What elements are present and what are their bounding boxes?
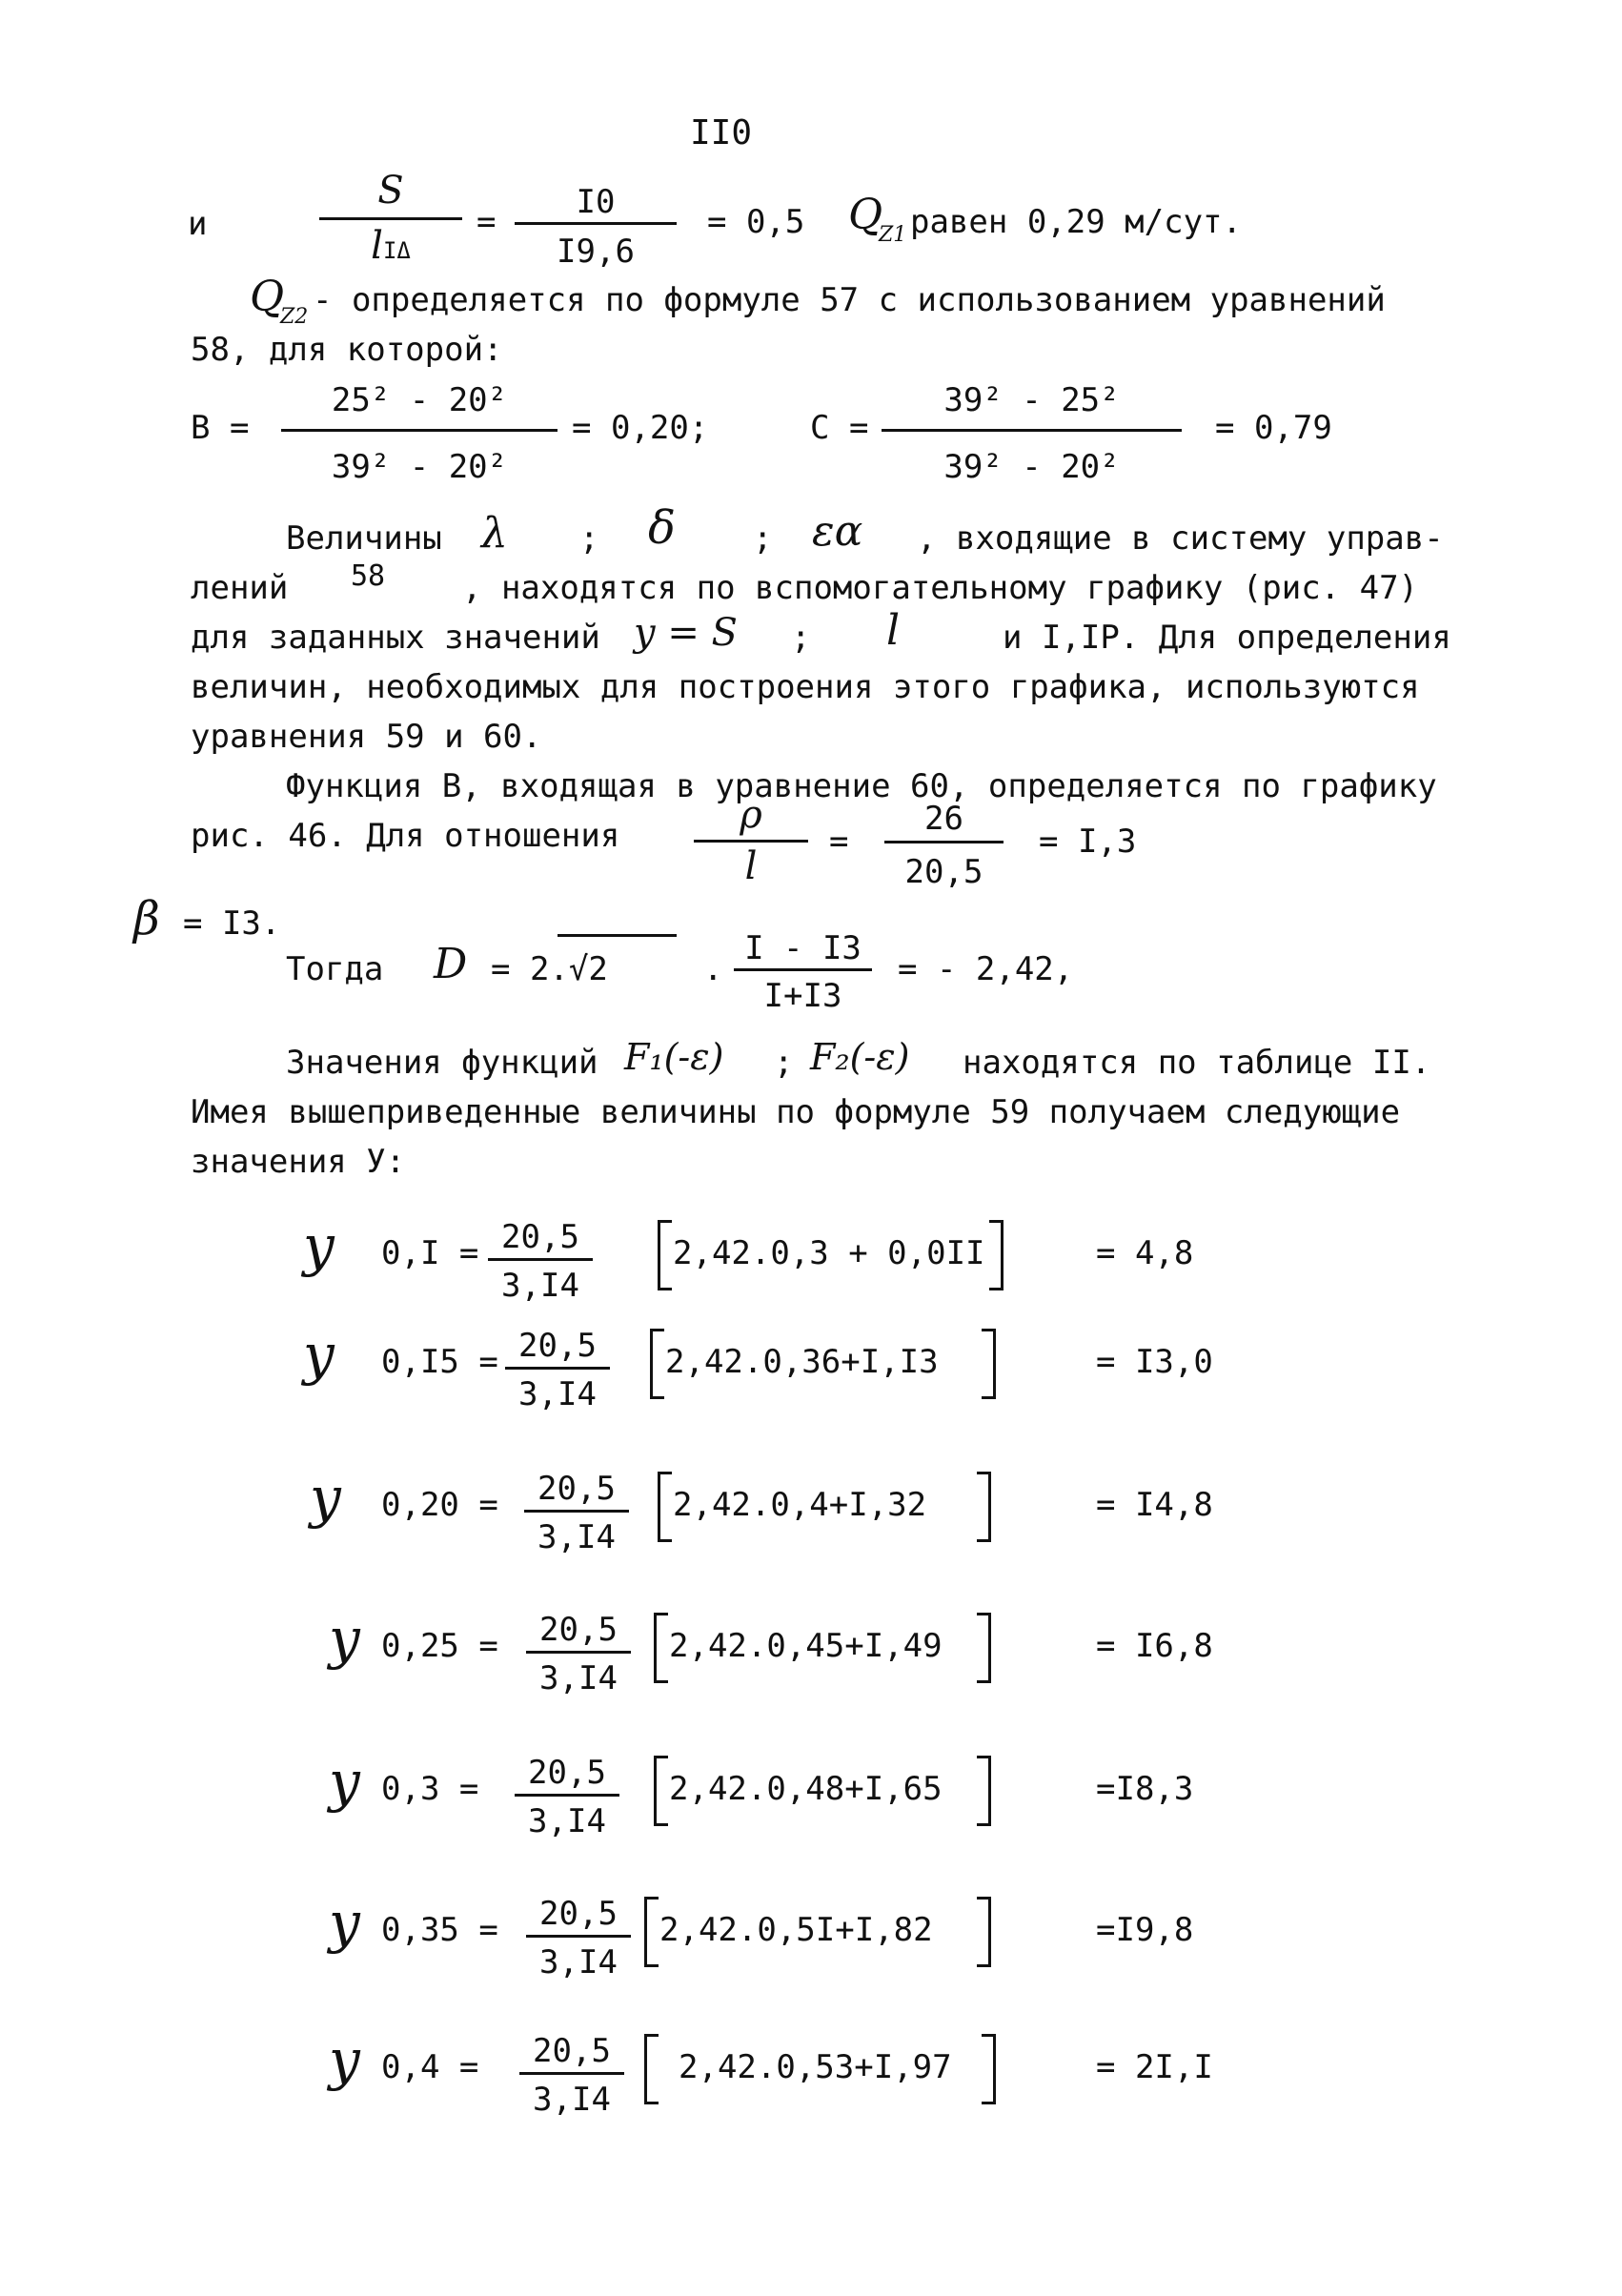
ratio2-denominator: 20,5 [904,853,983,891]
y-equals-s: y = S [634,611,738,655]
para1-line1: - определяется по формуле 57 с использованием уравнений [313,281,1386,319]
para2-line2-b: , находятся по вспомогательному графику (рис. 47) [462,569,1419,607]
y-fraction [515,1751,619,1846]
y-frac-den: 3,I4 [533,2081,611,2119]
y-arg: 0,I5 = [381,1343,498,1381]
y-arg: 0,35 = [381,1911,498,1949]
fraction-bar [519,2072,624,2075]
y-result: = 2I,I [1096,2048,1213,2086]
ratio-26-over-20-5 [884,800,1004,898]
eqB-denominator: 39² - 20² [331,448,508,486]
para2-line3-b: и I,IP. Для определения [1003,619,1451,657]
beta-value: = I3. [183,904,281,943]
y-symbol: y [329,1606,360,1671]
y-frac-den: 3,I4 [528,1802,606,1840]
y-result: =I8,3 [1096,1770,1194,1808]
fraction-bar [505,1367,610,1370]
para2-line5: уравнения 59 и 60. [191,718,542,756]
l-symbol: l [886,606,901,655]
eq1-den-l: l [371,224,383,268]
left-bracket [654,1756,668,1826]
eqC-numerator: 39² - 25² [943,381,1120,419]
togda-word: Тогда [286,950,384,988]
para4-line2: Имея вышеприведенные величины по формуле 59 получаем следующие [191,1093,1401,1131]
eq1-frac2-numerator: I0 [576,183,616,221]
y-frac-num: 20,5 [537,1470,616,1508]
fraction-bar [526,1651,631,1654]
para2-line4: величин, необходимых для построения этого графика, используются [191,668,1420,706]
eq1-frac-numerator: S [377,169,404,213]
fraction-bar [488,1258,593,1261]
sqrt-overbar [558,934,677,937]
ratio-numerator: ρ [740,793,762,837]
eqC-result: = 0,79 [1215,409,1332,447]
ratio2-numerator: 26 [924,800,963,838]
ratio-denominator: l [744,844,758,888]
y-symbol: y [310,1465,341,1530]
left-bracket [644,1897,659,1967]
para3-line1: Функция В, входящая в уравнение 60, определяется по графику [286,767,1437,805]
y-frac-num: 20,5 [533,2032,611,2070]
para2-line3-sep: ; [791,619,811,657]
delta-symbol: δ [648,501,676,555]
y-frac-num: 20,5 [539,1611,618,1649]
eq1-fraction-s-over-l [319,169,462,268]
y-symbol: y [303,1213,335,1278]
para2-sep1: ; [579,519,599,558]
fraction-bar [884,841,1004,843]
ratio-rho-over-l [694,793,808,891]
fraction-bar [694,840,808,843]
y-result: = 4,8 [1096,1234,1194,1272]
y-arg: 0,I = [381,1234,479,1272]
togda-denominator: I+I3 [763,977,842,1015]
para3-line2: рис. 46. Для отношения [191,817,620,855]
para4-line1-b: находятся по таблице II. [963,1044,1431,1082]
eqC-denominator: 39² - 20² [943,448,1120,486]
y-frac-num: 20,5 [501,1218,579,1256]
para2-line2-a: лений [191,569,289,607]
y-symbol: y [303,1322,335,1387]
y-symbol: y [329,2027,360,2092]
fraction-bar [515,1794,619,1797]
y-frac-den: 3,I4 [501,1267,579,1305]
fraction-bar [515,222,677,225]
y-symbol: y [329,1749,360,1814]
y-symbol: y [329,1890,360,1955]
left-bracket [654,1613,668,1683]
para1-q-subscript: Z2 [280,305,309,329]
para4-sep: ; [774,1044,794,1082]
para4-line1-a: Значения функций [286,1044,598,1082]
y-frac-den: 3,I4 [539,1943,618,1981]
left-bracket [658,1220,672,1290]
beta-symbol: β [133,892,160,945]
togda-fraction [734,929,872,1027]
togda-numerator: I - I3 [744,929,862,967]
d-symbol: D [434,940,468,988]
function-f1: F₁(-ε) [624,1036,724,1078]
para3-result: = I,3 [1039,823,1137,861]
y-frac-num: 20,5 [518,1327,597,1365]
fraction-bar [882,429,1182,432]
y-fraction [505,1324,610,1419]
togda-dot: . [703,950,723,988]
right-bracket [982,1329,996,1399]
left-bracket [644,2034,659,2104]
right-bracket [977,1472,991,1542]
y-arg: 0,4 = [381,2048,479,2086]
y-fraction [519,2029,624,2124]
para2-line1-b: , входящие в систему управ- [917,519,1444,558]
function-f2: F₂(-ε) [810,1036,910,1078]
y-fraction [526,1608,631,1703]
eq1-result: = 0,5 [707,203,805,241]
right-bracket [977,1897,991,1967]
y-fraction [524,1467,629,1562]
para2-line2-num: 58 [351,559,386,593]
para4-line3: значения У: [191,1143,406,1181]
lambda-symbol: λ [481,509,508,558]
left-bracket [658,1472,672,1542]
eq1-den-sub: ΙΔ [382,237,411,264]
y-result: = I4,8 [1096,1486,1213,1524]
y-bracket-expr: 2,42.0,48+I,65 [669,1770,943,1808]
y-frac-den: 3,I4 [539,1659,618,1697]
fraction-bar [281,429,558,432]
y-bracket-expr: 2,42.0,53+I,97 [679,2048,952,2086]
y-bracket-expr: 2,42.0,45+I,49 [669,1627,943,1665]
y-frac-den: 3,I4 [518,1375,597,1413]
eqB-result: = 0,20; [572,409,709,447]
y-frac-num: 20,5 [528,1754,606,1792]
para2-line3-a: для заданных значений [191,619,600,657]
eqB-label: В = [191,409,250,447]
left-bracket [650,1329,664,1399]
eq1-frac-denominator [319,224,462,268]
para2-sep2: ; [753,519,773,558]
eqC-fraction [882,376,1182,491]
y-result: = I6,8 [1096,1627,1213,1665]
para1-q-symbol: Q [250,273,285,321]
togda-result: = - 2,42, [898,950,1074,988]
y-arg: 0,3 = [381,1770,479,1808]
eqB-fraction [281,376,558,491]
fraction-bar [524,1510,629,1513]
para2-line1-a: Величины [286,519,442,558]
y-bracket-expr: 2,42.0,36+I,I3 [665,1343,939,1381]
eq1-q-subscript: Z1 [879,223,907,247]
y-bracket-expr: 2,42.0,3 + 0,0II [673,1234,985,1272]
right-bracket [977,1613,991,1683]
y-bracket-expr: 2,42.0,4+I,32 [673,1486,927,1524]
eq1-frac2-denominator: I9,6 [557,233,635,271]
eq1-equals: = [476,203,497,241]
fraction-bar [734,968,872,971]
para3-equals: = [829,823,849,861]
para1-line2: 58, для которой: [191,331,503,369]
eq1-fraction-10-over-19-6 [515,183,677,272]
togda-expr: = 2.√2 [491,950,608,988]
y-fraction [488,1215,593,1311]
eq1-prefix: и [188,205,208,243]
eq1-tail: равен 0,29 м/сут. [910,203,1242,241]
y-frac-num: 20,5 [539,1895,618,1933]
right-bracket [977,1756,991,1826]
y-bracket-expr: 2,42.0,5I+I,82 [659,1911,933,1949]
page-number: II0 [690,113,753,152]
right-bracket [982,2034,996,2104]
eq1-q-symbol: Q [848,191,883,239]
y-result: =I9,8 [1096,1911,1194,1949]
epsilon-a-symbol: εα [812,507,863,556]
eqB-numerator: 25² - 20² [331,381,508,419]
y-fraction [526,1892,631,1987]
y-arg: 0,25 = [381,1627,498,1665]
fraction-bar [319,217,462,220]
y-frac-den: 3,I4 [537,1518,616,1556]
y-arg: 0,20 = [381,1486,498,1524]
y-result: = I3,0 [1096,1343,1213,1381]
eqC-label: С = [810,409,869,447]
right-bracket [989,1220,1004,1290]
fraction-bar [526,1935,631,1938]
